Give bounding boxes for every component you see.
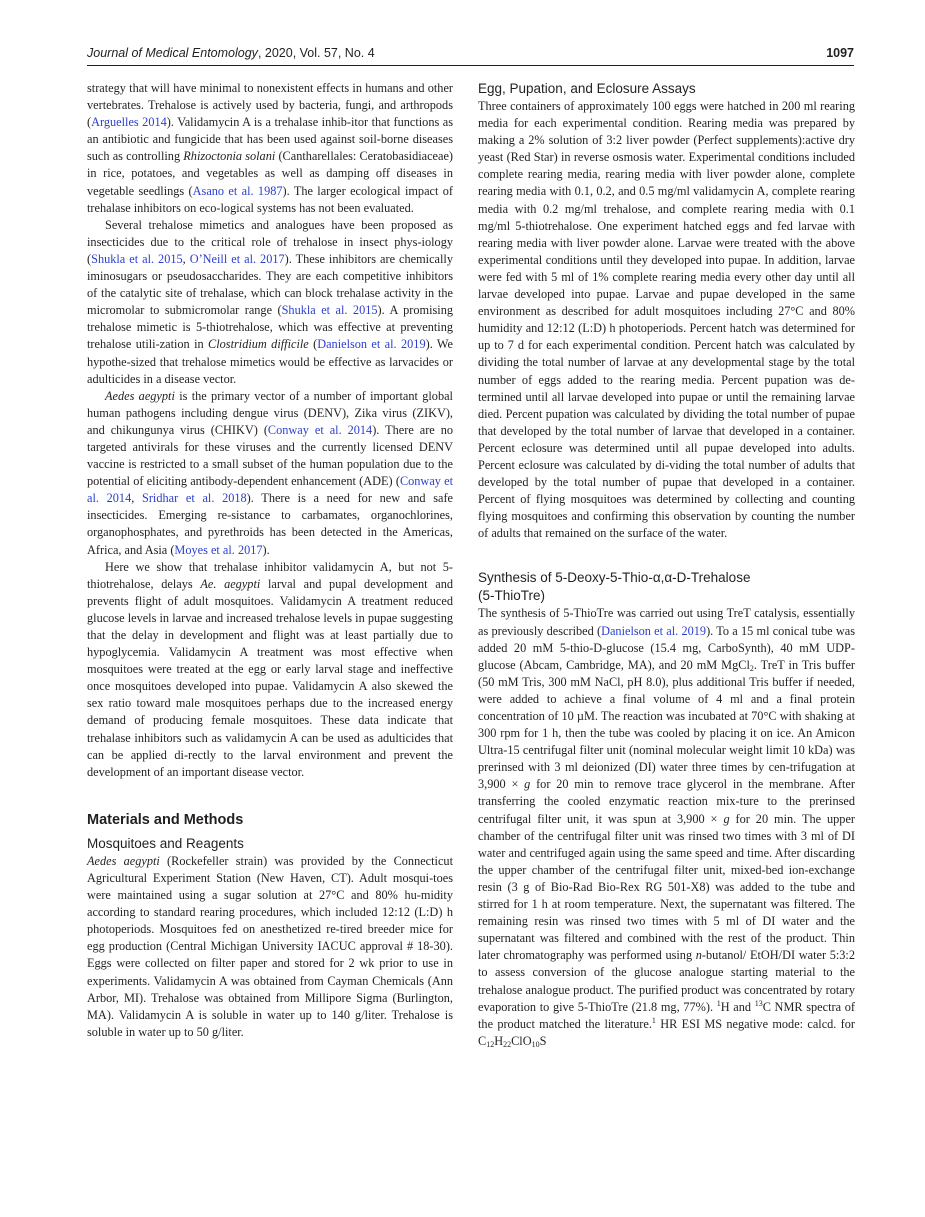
heading-line: Synthesis of 5-Deoxy-5-Thio-α,α-D-Trehalose bbox=[478, 570, 751, 586]
journal-citation bbox=[87, 46, 375, 60]
text: , bbox=[182, 251, 190, 266]
subsection-heading-egg-assays: Egg, Pupation, and Eclosure Assays bbox=[478, 81, 696, 96]
text: Several trehalose mimetics and analogues have been proposed as insecticides due to the critical role of trehalose in insect phys-iology ( bbox=[87, 217, 453, 266]
species-name: Rhizoctonia solani bbox=[183, 149, 276, 164]
text: H bbox=[494, 1033, 504, 1048]
text: . TreT in Tris buffer (50 mM Tris, 300 mM NaCl, pH 8.0), plus additional Tris buffer if needed, were added to achieve a final volume of 4 ml and a final protein concentration of 10 µM. The reaction was incubated at 70°C with shaking at 300 rpm for 1 h, then the tube was cooled by placing it on ice. An Amicon Ultra-15 centrifugal filter unit (nominal molecular weight limit 10 kDa) was prerinsed with 3 ml deionized (DI) water three times by cen-trifugation at 3,900 × bbox=[478, 657, 855, 792]
superscript: 1 bbox=[716, 998, 721, 1008]
journal-title: Journal of Medical Entomology bbox=[87, 46, 258, 60]
paragraph-summary bbox=[87, 559, 453, 781]
citation-link[interactable]: Danielson et al. 2019 bbox=[601, 623, 707, 638]
citation-link[interactable]: O’Neill et al. 2017 bbox=[189, 251, 285, 266]
citation-link[interactable]: Shukla et al. 2015 bbox=[91, 251, 183, 266]
text: C NMR spectra of the product matched the literature. bbox=[478, 999, 855, 1031]
citation-link[interactable]: Moyes et al. 2017 bbox=[174, 542, 263, 557]
subsection-heading-synthesis bbox=[478, 569, 855, 605]
text: ). To a 15 ml conical tube was added 20 mM 5-thio-D-glucose (15.4 mg, CarboSynth), 40 mM UDP-glucose (Abcam, Cambridge, MA), and 20 mM MgCl bbox=[478, 623, 855, 672]
journal-issue: , 2020, Vol. 57, No. 4 bbox=[257, 46, 375, 60]
footnote-marker[interactable]: 1 bbox=[651, 1015, 656, 1025]
text: ). There are no targeted antivirals for these viruses and the currently licensed DENV vaccine is restricted to a small subset of the human population due to the potential of eliciting antibody-dependent enhancement (ADE) ( bbox=[87, 422, 453, 489]
text: ClO bbox=[511, 1033, 532, 1048]
page-number: 1097 bbox=[826, 46, 854, 60]
citation-link[interactable]: Asano et al. 1987 bbox=[192, 183, 283, 198]
text: ). bbox=[262, 542, 270, 557]
paragraph-trehalose-mimetics bbox=[87, 217, 453, 388]
text: ). The larger ecological impact of trehalase inhibitors on eco-logical systems has not been evaluated. bbox=[87, 183, 453, 215]
section-heading-materials-methods: Materials and Methods bbox=[87, 811, 244, 828]
text: for 20 min. The upper chamber of the centrifugal filter unit was rinsed two times with 3 ml of DI water and centrifuged again using the same speed and time. After discarding the upper chamber of the centrifugal filter unit, mixed-bed ion-exchange resin (3 g of Bio-Rad Bio-Rex RG 501-X8) was added to the tube and stirred for 1 h at room temperature. Next, the supernatant was filtered. The remaining resin was rinsed two times with 5 ml of DI water and the supernatant was filtered and combined with the rest of the product. Thin later chromatography was performed using bbox=[478, 811, 855, 963]
text: is the primary vector of a number of important global human pathogens including dengue virus (DENV), Zika virus (ZIKV), and chikungunya virus (CHIKV) ( bbox=[87, 388, 453, 437]
citation-link[interactable]: Danielson et al. 2019 bbox=[317, 337, 426, 352]
citation-link[interactable]: Conway et al. 2014 bbox=[267, 422, 373, 437]
text: ). There is a need for new and safe insecticides. Emerging re-sistance to carbamates, organochlorines, organophosphates, and pyrethroids has been detected in the Americas, Africa, and Asia ( bbox=[87, 491, 453, 557]
citation-link[interactable]: Conway et al. 2014 bbox=[87, 474, 454, 506]
species-name: Clostridium difficile bbox=[208, 337, 309, 352]
right-column bbox=[478, 80, 855, 1050]
citation-link[interactable]: Sridhar et al. 2018 bbox=[142, 491, 247, 506]
text: ( bbox=[308, 337, 318, 352]
text: ). These inhibitors are chemically iminosugars or pseudosaccharides. They are each competitive inhibitors of the catalytic site of trehalase, which can block trehalase activity in the micromolar to submicromolar range ( bbox=[87, 251, 453, 318]
paragraph-synthesis bbox=[478, 605, 855, 1049]
paragraph-intro-continued bbox=[87, 80, 453, 217]
citation-link[interactable]: Arguelles 2014 bbox=[91, 115, 167, 130]
left-column bbox=[87, 80, 453, 1041]
text: , bbox=[131, 491, 142, 506]
text: The synthesis of 5-ThioTre was carried out using TreT catalysis, essentially as previously described ( bbox=[478, 606, 855, 638]
text: -butanol/ EtOH/DI water 5:3:2 to assess conversion of the glucose analogue starting material to the trehalose analogue product. The purified product was concentrated by rotary evaporation to give 5-ThioTre (21.8 mg, 77%). bbox=[478, 948, 855, 1014]
italic-g: g bbox=[524, 777, 531, 792]
species-name: Ae. aegypti bbox=[200, 576, 261, 591]
text: ). We hypothe-sized that trehalose mimetics would be effective as larvacides or adulticides in a disease vector. bbox=[87, 337, 453, 386]
subsection-heading-mosquitoes: Mosquitoes and Reagents bbox=[87, 835, 244, 851]
text: S bbox=[539, 1033, 547, 1048]
heading-line: (5-ThioTre) bbox=[478, 588, 546, 604]
text: HR ESI MS negative mode: calcd. for C bbox=[478, 1016, 856, 1048]
text: ). Validamycin A is a trehalase inhib-itor that functions as an antibiotic and fungicide that has been used against soil-borne diseases such as controlling bbox=[87, 115, 453, 164]
subscript: 2 bbox=[749, 663, 754, 673]
text: (Rockefeller strain) was provided by the Connecticut Agricultural Experiment Station (New Haven, CT). Adult mosqui-toes were maintained using a sugar solution at 27°C and 80% hu-midity according to standard rearing procedures, which included 12:12 (L:D) h photoperiods. Mosquitoes fed on anesthetized re-tired breeder mice for egg production (Central Michigan University IACUC approval # 18-30). Eggs were collected on filter paper and stored for 2 wk prior to use in experiments. Validamycin A was obtained from Cayman Chemicals (Ann Arbor, MI). Trehalose was obtained from Millipore Sigma (Burlington, MA). Validamycin A is soluble in water up to 140 g/liter. Trehalose is soluble in water up to 50 g/liter. bbox=[87, 853, 453, 1039]
subscript: 12 bbox=[486, 1039, 495, 1049]
text: H and bbox=[720, 999, 755, 1014]
species-name: Aedes aegypti bbox=[105, 388, 175, 403]
running-header bbox=[87, 43, 854, 66]
text: larval and pupal development and prevents flight of adult mosquitoes. Validamycin A treatment reduced glucose levels in larvae and increased trehalose levels in pupae suggesting that the delay in development and flight was at least partially due to hypoglycemia. Validamycin A treatment was most effective when mosquitoes were treated at the egg or early larval stage and ineffective once mosquitoes developed into pupae. Validamycin A also skewed the sex ratio toward male mosquitoes perhaps due to the increased energy demand of producing female mosquitoes. These data indicate that trehalase inhibitors such as validamycin A can be used as adulticides that can be applied di-rectly to the larval environment and prevent the development of an important disease vector. bbox=[87, 576, 453, 779]
italic-n: n bbox=[695, 948, 702, 963]
superscript: 13 bbox=[754, 998, 763, 1008]
subscript: 22 bbox=[503, 1039, 512, 1049]
species-name: Aedes aegypti bbox=[87, 853, 160, 868]
italic-g: g bbox=[723, 811, 730, 826]
text: Here we show that trehalase inhibitor validamycin A, but not 5-thiotrehalose, delays bbox=[87, 559, 453, 591]
paragraph-aedes-vector bbox=[87, 388, 453, 559]
text: ). A promising trehalose mimetic is 5-thiotrehalose, which was effective at preventing trehalose utili-zation in bbox=[87, 303, 453, 352]
text: (Cantharellales: Ceratobasidiaceae) in rice, potatoes, and vegetables as well as damping off diseases in vegetable seedlings ( bbox=[87, 149, 454, 198]
text: for 20 min to remove trace glycerol in the membrane. After transferring the cooled enzymatic reaction mix-ture to the prerinsed centrifugal filter unit, it was spun at 3,900 × bbox=[478, 777, 855, 826]
text: strategy that will have minimal to nonexistent effects in humans and other vertebrates. Trehalose is actively used by bacteria, fungi, and arthropods ( bbox=[87, 81, 453, 130]
subscript: 10 bbox=[531, 1039, 540, 1049]
citation-link[interactable]: Shukla et al. 2015 bbox=[281, 303, 378, 318]
paragraph-mosquitoes-reagents bbox=[87, 853, 453, 1041]
paragraph-egg-assays: Three containers of approximately 100 eggs were hatched in 200 ml rearing media for each experimental condition. Rearing media was prepared by making a 2% solution of 3:2 liver powder (Perfect supplements):active dry yeast (Red Star) in reverse osmosis water. Experimental conditions included complete rearing media, rearing media with liver powder alone, complete rearing media with 0.1, 0.2, and 0.5 mg/ml validamycin A, complete rearing media with 0.2 mg/ml trehalose, and complete rearing media with 0.1 mg/ml 5-thiotrehalose. One experiment hatched eggs and fed larvae with rearing media with liver powder alone. Larvae were treated with the above experimental conditions until they developed into pupae. In addition, larvae were fed with 5 ml of 1% complete rearing media every other day until all larvae developed into pupae. Larvae and pupae developed in the same environment as described for adult mosquitoes including 27°C and 80% humidity and 12:12 (L:D) h photoperiods. Percent hatch was determined for up to 7 d for each experimental condition. Percent hatch was calculated by dividing the total number of larvae at any developmental stage by the total number of eggs added to the rearing media. Percent pupation was de-termined until all larvae developed into pupae or until the remaining larvae died. Percent pupation was calculated by dividing the total number of pupae that developed by the total number of larvae that developed in a container. Percent eclosure was determined until all pupae developed into adults. Percent eclosure was calculated by di-viding the total number of adults that developed by the total number of pupae that developed in a container. Percent of flying mosquitoes was determined by collecting and counting flying mosquitoes and confirming this observation by counting the number of adults that remained on the surface of the water. bbox=[478, 99, 855, 541]
